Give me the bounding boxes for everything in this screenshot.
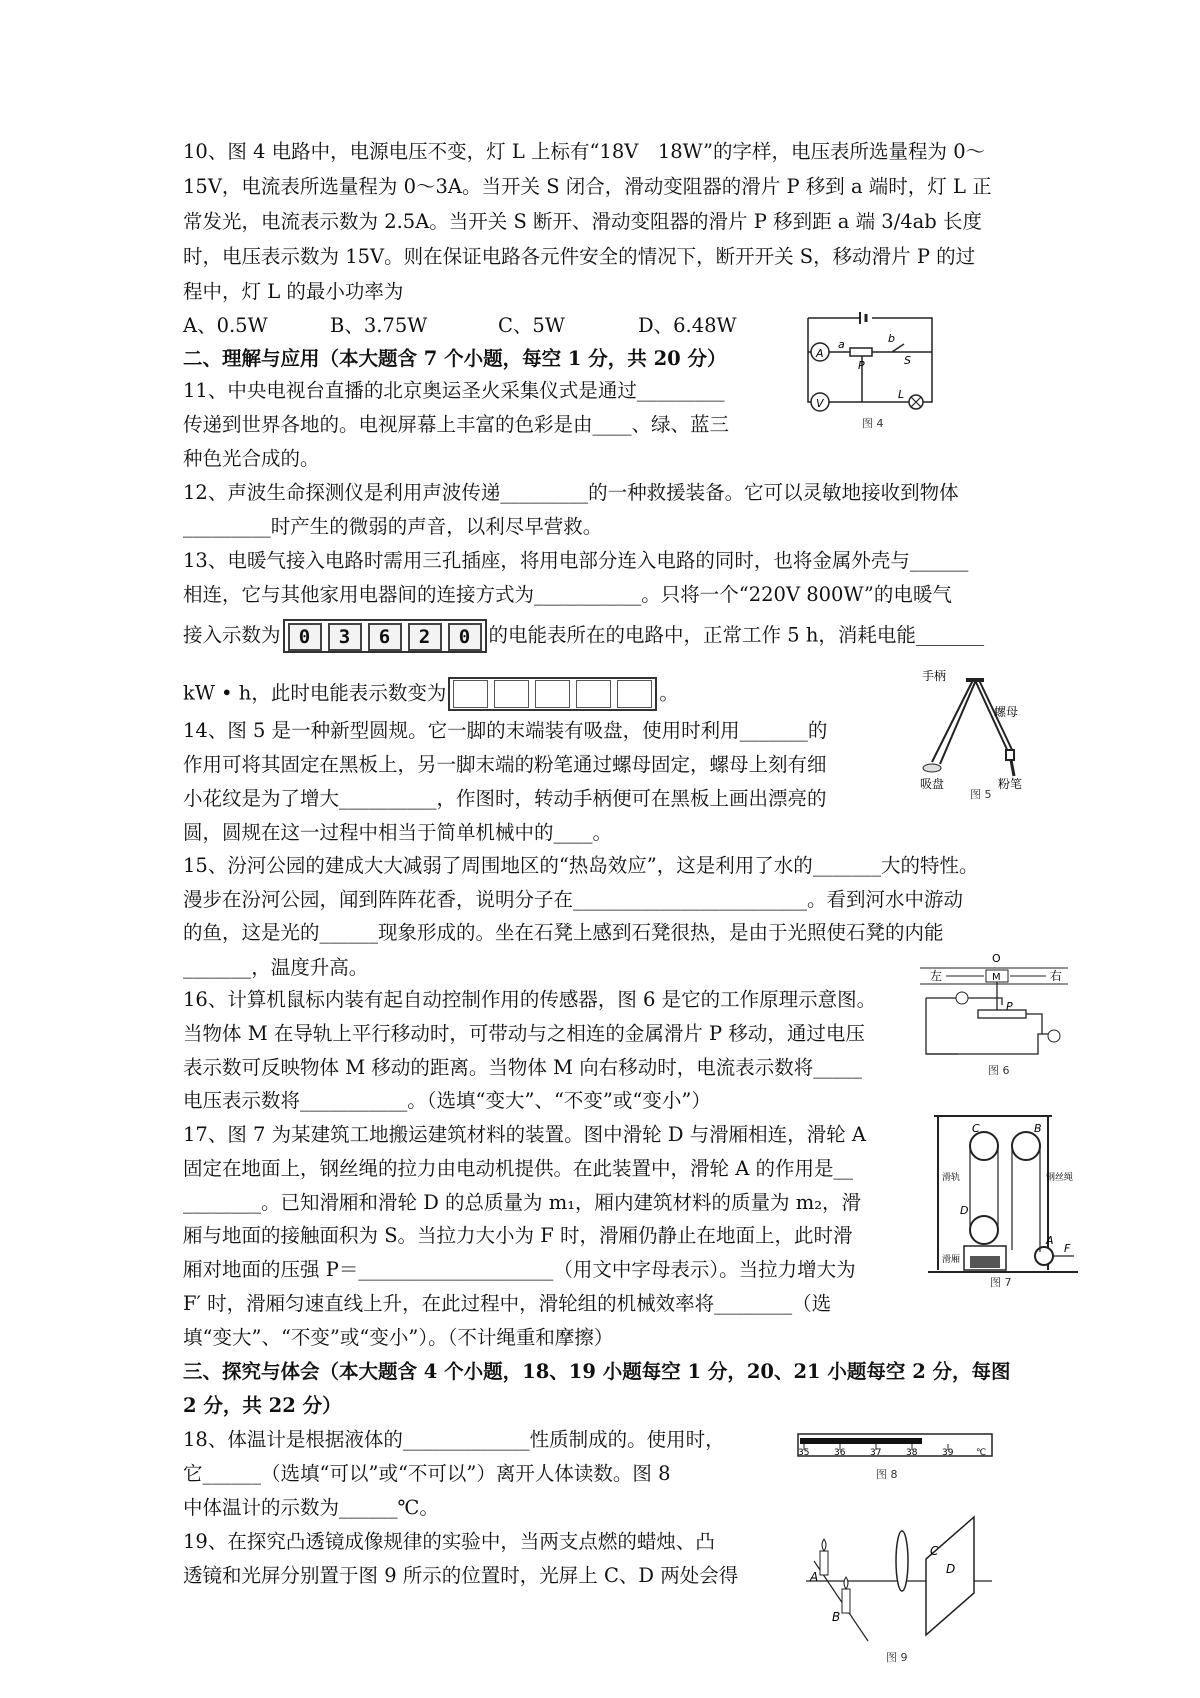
figure-6-caption: 图 6 (988, 1064, 1010, 1077)
q10-line-1: 10、图 4 电路中，电源电压不变，灯 L 上标有“18V 18W”的字样，电压表所选量程为 0～ (183, 140, 986, 163)
fig7-label-a: A (1046, 1234, 1054, 1247)
figure-8-caption: 图 8 (876, 1468, 898, 1481)
figure-7-pulley-lift (928, 1110, 1078, 1290)
fig7-label-cable: 钢丝绳 (1046, 1173, 1074, 1183)
fig9-label-c: C (930, 1544, 939, 1558)
q16-line-4: 电压表示数将___________。（选填“变大”、“不变”或“变小”） (183, 1089, 711, 1112)
q17-line-5: 厢对地面的压强 P＝____________________（用文中字母表示）。当拉力增大为 (183, 1258, 856, 1281)
figure-5-compass (918, 670, 1028, 800)
fig8-tick-unit: ℃ (976, 1448, 987, 1458)
fig4-label-b: b (888, 332, 895, 345)
meter-blank-cell (576, 680, 611, 708)
figure-7-caption: 图 7 (990, 1276, 1012, 1289)
meter-digit: 0 (288, 623, 322, 651)
q13-line-4-pre: kW • h，此时电能表示数变为 (183, 681, 447, 705)
q18-line-3: 中体温计的示数为______℃。 (183, 1496, 439, 1519)
fig8-tick-39: 39 (942, 1448, 954, 1458)
q16-line-1: 16、计算机鼠标内装有起自动控制作用的传感器，图 6 是它的工作原理示意图。 (183, 988, 877, 1011)
fig4-label-l: L (898, 388, 905, 401)
fig9-label-d: D (946, 1562, 956, 1576)
q11-line-3: 种色光合成的。 (183, 447, 320, 470)
fig4-label-voltmeter: V (816, 397, 824, 410)
q13-line-4 (183, 677, 679, 711)
q13-line-4-post: 。 (659, 681, 679, 705)
q16-line-3: 表示数可反映物体 M 移动的距离。当物体 M 向右移动时，电流表示数将_____ (183, 1056, 862, 1079)
meter-blank-cell (453, 680, 488, 708)
q17-line-3: ________。已知滑厢和滑轮 D 的总质量为 m₁，厢内建筑材料的质量为 m₂，滑 (183, 1191, 862, 1214)
q17-line-4: 厢与地面的接触面积为 S。当拉力大小为 F 时，滑厢仍静止在地面上，此时滑 (183, 1224, 853, 1247)
meter-digit: 0 (448, 623, 482, 651)
meter-blank-cell (494, 680, 529, 708)
figure-4-circuit (800, 312, 940, 432)
figure-9-lens-setup (796, 1515, 996, 1665)
meter-digit: 6 (368, 623, 402, 651)
q15-line-2: 漫步在汾河公园，闻到阵阵花香，说明分子在________________________。看到河水中游动 (183, 888, 964, 911)
fig8-tick-35: 35 (798, 1448, 810, 1458)
q11-line-2: 传递到世界各地的。电视屏幕上丰富的色彩是由____、绿、蓝三 (183, 413, 730, 436)
energy-meter-blank (448, 677, 657, 711)
q14-line-1: 14、图 5 是一种新型圆规。它一脚的末端装有吸盘，使用时利用_______的 (183, 719, 828, 742)
q14-line-3: 小花纹是为了增大__________，作图时，转动手柄便可在黑板上画出漂亮的 (183, 787, 827, 810)
q19-line-1: 19、在探究凸透镜成像规律的实验中，当两支点燃的蜡烛、凸 (183, 1530, 715, 1553)
q12-line-2: _________时产生的微弱的声音，以利尽早营救。 (183, 515, 603, 538)
fig4-label-p: P (858, 359, 865, 372)
fig8-tick-38: 38 (906, 1448, 918, 1458)
q13-line-3-post: 的电能表所在的电路中，正常工作 5 h，消耗电能_______ (488, 623, 985, 647)
q15-line-1: 15、汾河公园的建成大大减弱了周围地区的“热岛效应”，这是利用了水的_______大的特性。 (183, 854, 979, 877)
q16-line-2: 当物体 M 在导轨上平行移动时，可带动与之相连的金属滑片 P 移动，通过电压 (183, 1022, 865, 1045)
section-3-title-line-1: 三、探究与体会（本大题含 4 个小题，18、19 小题每空 1 分，20、21 小题每空 2 分，每图 (183, 1360, 1011, 1383)
fig9-label-a: A (810, 1570, 819, 1584)
q11-line-1: 11、中央电视台直播的北京奥运圣火采集仪式是通过_________ (183, 379, 725, 402)
fig7-label-c: C (972, 1122, 980, 1135)
fig6-label-m: M (992, 972, 1001, 983)
q10-option-d: D、6.48W (638, 314, 737, 337)
q14-line-2: 作用可将其固定在黑板上，另一脚末端的粉笔通过螺母固定，螺母上刻有细 (183, 753, 827, 776)
q14-line-4: 圆，圆规在这一过程中相当于简单机械中的____。 (183, 821, 613, 844)
fig7-label-b: B (1034, 1122, 1042, 1135)
q18-line-2: 它______（选填“可以”或“不可以”）离开人体读数。图 8 (183, 1462, 671, 1485)
fig5-label-handle: 手柄 (922, 670, 947, 683)
q15-line-4: _______，温度升高。 (183, 956, 369, 979)
fig5-label-suction: 吸盘 (920, 777, 945, 791)
meter-blank-cell (535, 680, 570, 708)
q17-line-2: 固定在地面上，钢丝绳的拉力由电动机提供。在此装置中，滑轮 A 的作用是__ (183, 1157, 853, 1180)
q13-line-3-pre: 接入示数为 (183, 623, 281, 647)
fig5-label-chalk: 粉笔 (998, 777, 1023, 791)
fig6-label-left: 左 (930, 969, 943, 983)
figure-8-thermometer (796, 1430, 996, 1490)
q13-line-1: 13、电暖气接入电路时需用三孔插座，将用电部分连入电路的同时，也将金属外壳与______ (183, 549, 969, 572)
q10-line-5: 程中，灯 L 的最小功率为 (183, 280, 404, 303)
q17-line-1: 17、图 7 为某建筑工地搬运建筑材料的装置。图中滑轮 D 与滑厢相连，滑轮 A (183, 1123, 866, 1146)
fig6-label-p: P (1006, 1000, 1013, 1013)
q17-line-7: 填“变大”、“不变”或“变小”）。（不计绳重和摩擦） (183, 1326, 614, 1349)
figure-9-caption: 图 9 (886, 1651, 908, 1664)
fig4-label-s: S (904, 354, 911, 367)
energy-meter-reading (283, 619, 487, 653)
fig6-label-o: O (992, 952, 1001, 965)
fig6-label-right: 右 (1050, 969, 1063, 983)
q10-line-4: 时，电压表示数为 15V。则在保证电路各元件安全的情况下，断开开关 S，移动滑片 P 的过 (183, 245, 976, 268)
meter-digit: 2 (408, 623, 442, 651)
q17-line-6: F′ 时，滑厢匀速直线上升，在此过程中，滑轮组的机械效率将________（选 (183, 1292, 832, 1315)
fig4-label-ammeter: A (816, 347, 824, 360)
section-2-title: 二、理解与应用（本大题含 7 个小题，每空 1 分，共 20 分） (183, 347, 727, 370)
q10-line-2: 15V，电流表所选量程为 0～3A。当开关 S 闭合，滑动变阻器的滑片 P 移到 a 端时，灯 L 正 (183, 175, 992, 198)
fig9-label-b: B (832, 1610, 841, 1624)
fig4-label-a: a (838, 338, 845, 351)
q13-line-3 (183, 619, 984, 653)
q12-line-1: 12、声波生命探测仪是利用声波传递_________的一种救援装备。它可以灵敏地接收到物体 (183, 481, 959, 504)
q10-option-b: B、3.75W (330, 314, 428, 337)
fig7-label-f: F (1064, 1242, 1071, 1255)
fig7-label-rail: 滑轨 (942, 1173, 961, 1183)
figure-5-caption: 图 5 (970, 788, 992, 800)
section-3-title-line-2: 2 分，共 22 分） (183, 1394, 342, 1417)
meter-digit: 3 (328, 623, 362, 651)
q10-option-c: C、5W (498, 314, 565, 337)
meter-blank-cell (617, 680, 652, 708)
figure-4-caption: 图 4 (862, 417, 884, 430)
q10-line-3: 常发光，电流表示数为 2.5A。当开关 S 断开、滑动变阻器的滑片 P 移到距 a 端 3/4ab 长度 (183, 210, 982, 233)
q15-line-3: 的鱼，这是光的______现象形成的。坐在石凳上感到石凳很热，是由于光照使石凳的内能 (183, 921, 944, 944)
q13-line-2: 相连，它与其他家用电器间的连接方式为___________。只将一个“220V 800W”的电暖气 (183, 583, 952, 606)
fig7-label-d: D (960, 1204, 969, 1217)
fig7-label-car: 滑厢 (942, 1255, 961, 1265)
figure-6-sensor (918, 950, 1068, 1080)
q19-line-2: 透镜和光屏分别置于图 9 所示的位置时，光屏上 C、D 两处会得 (183, 1564, 739, 1587)
fig5-label-nut: 螺母 (994, 705, 1019, 719)
fig8-tick-37: 37 (870, 1448, 882, 1458)
q18-line-1: 18、体温计是根据液体的_____________性质制成的。使用时， (183, 1428, 725, 1451)
fig8-tick-36: 36 (834, 1448, 846, 1458)
q10-option-a: A、0.5W (183, 314, 268, 337)
